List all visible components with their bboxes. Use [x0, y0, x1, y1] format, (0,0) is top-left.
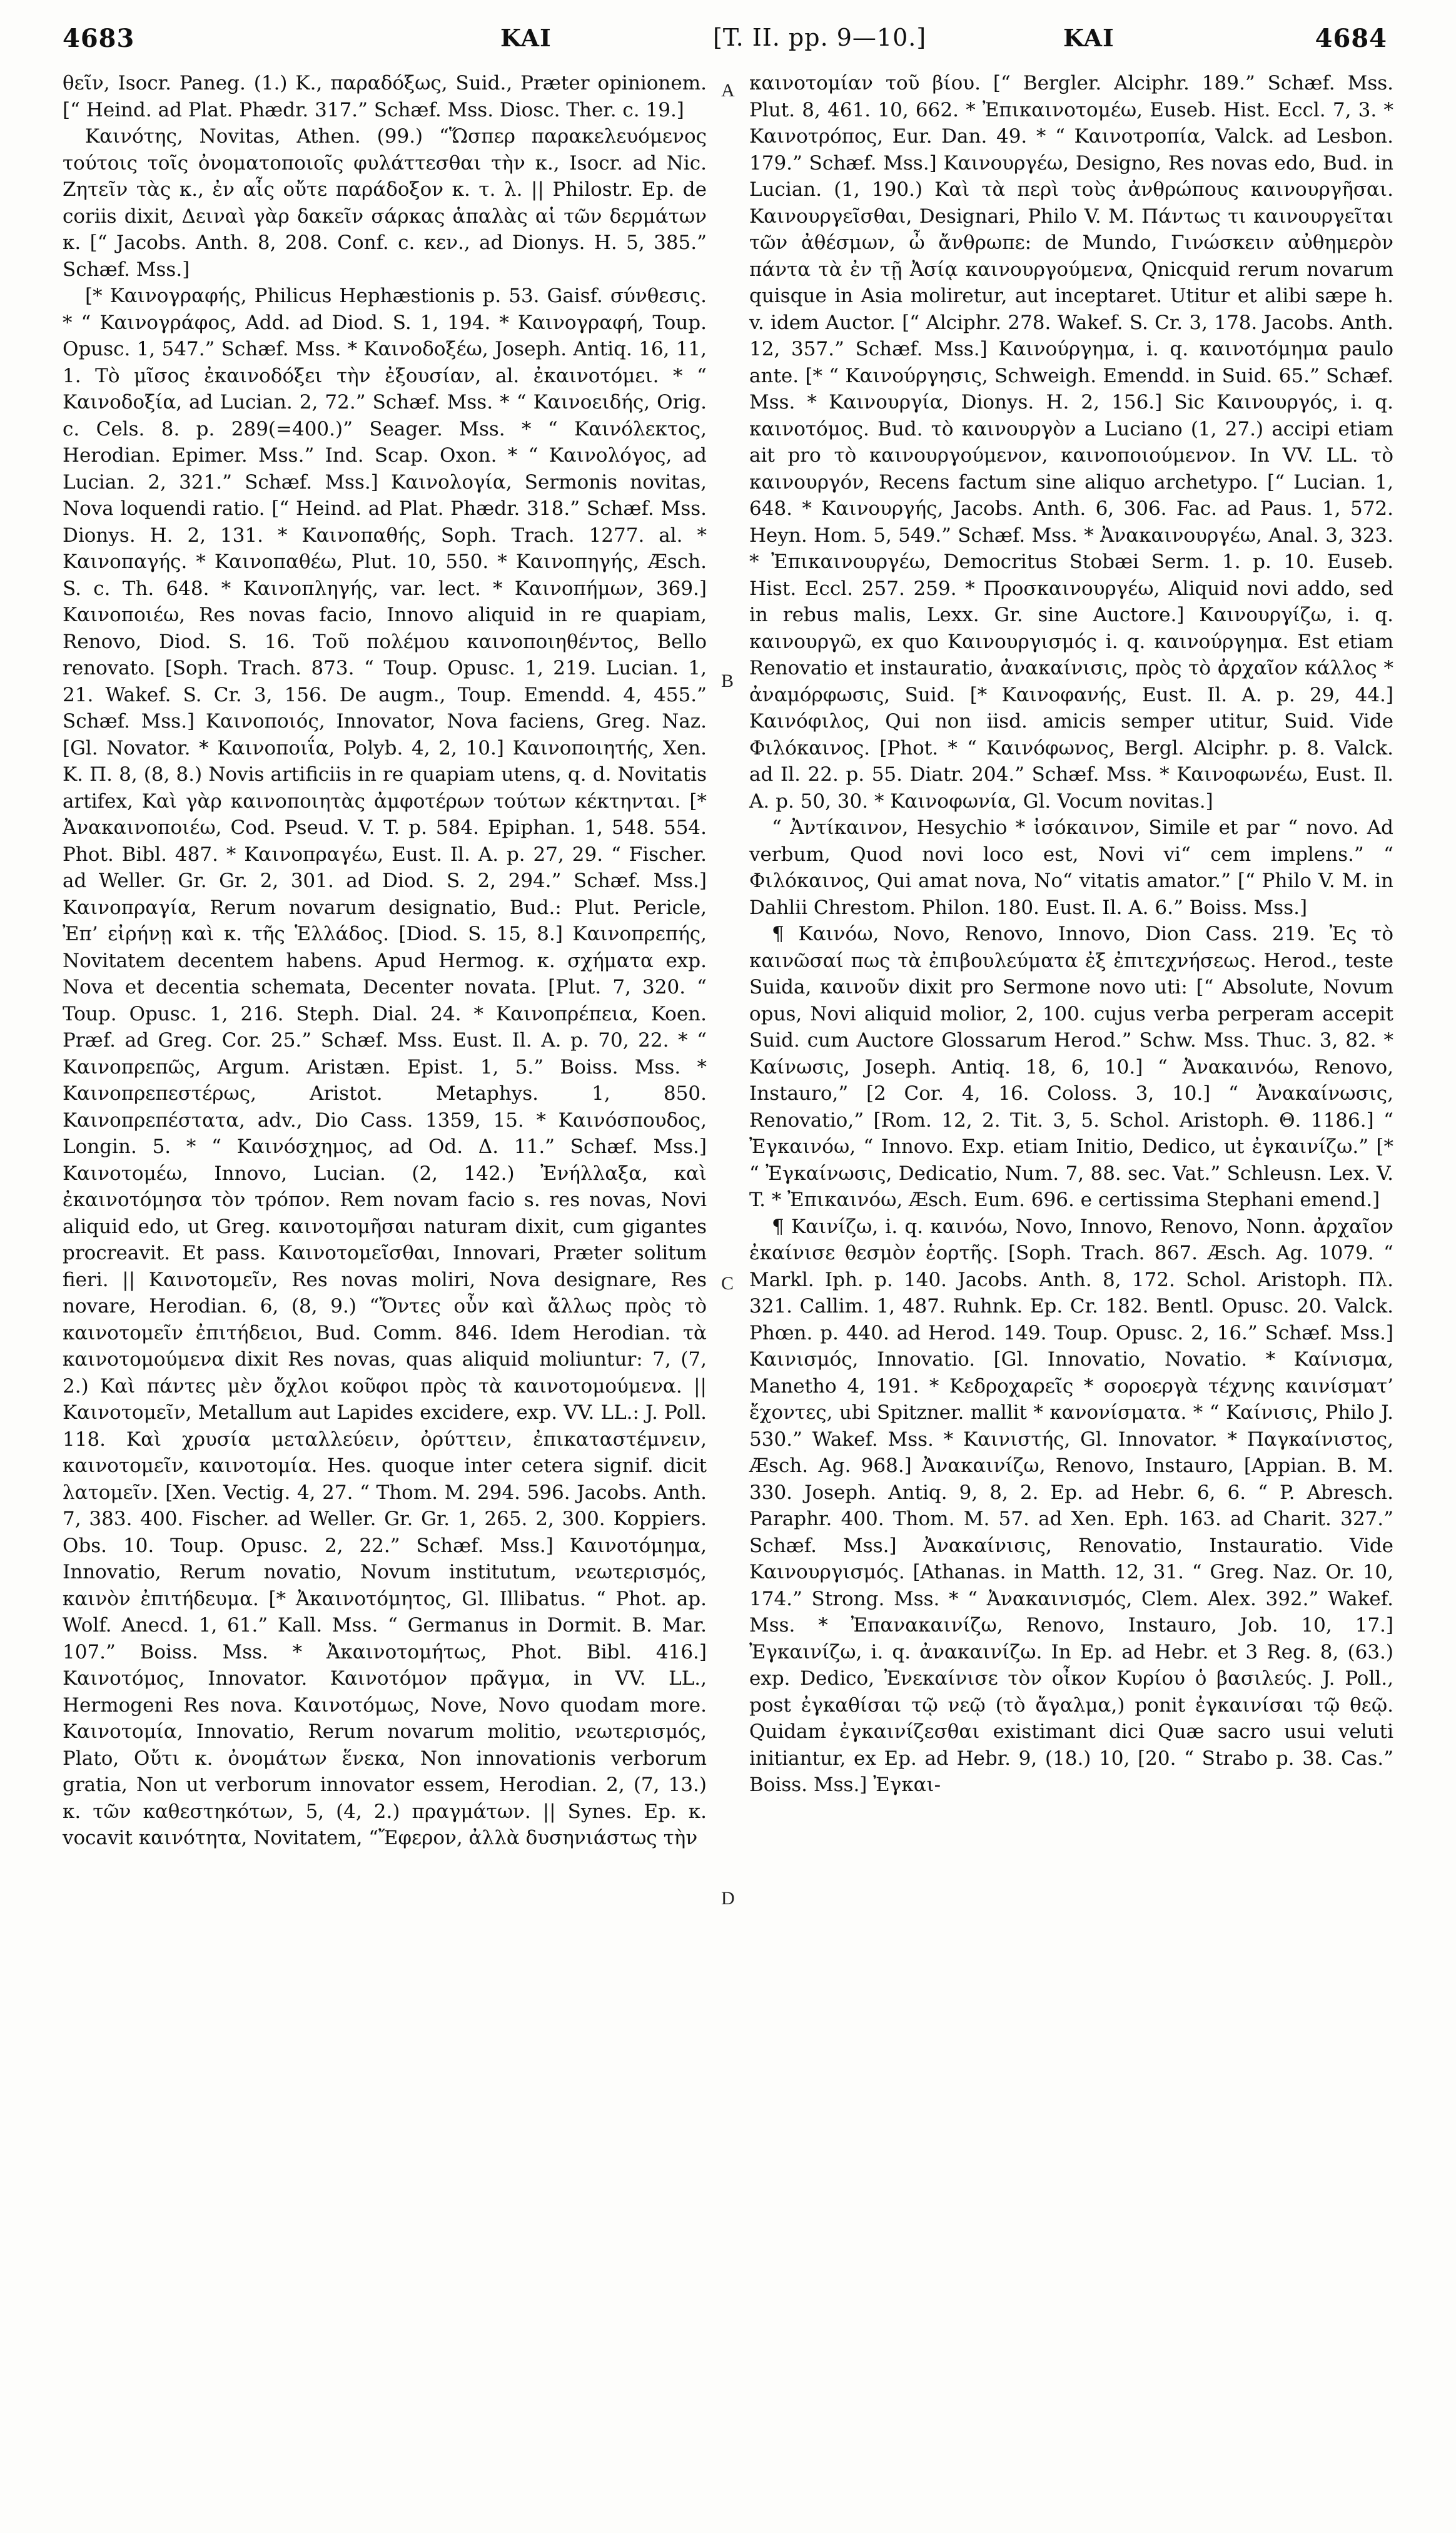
right-paragraph-1: καινοτομίαν τοῦ βίου. [“ Bergler. Alciphr. 189.” Schæf. Mss. Plut. 8, 461. 10, 662. * Ἐπικαινοτομέω, Euseb. Hist. Eccl. 7, 3. * Καινοτρόπος, Eur. Dan. 49. * “ Καινοτροπία, Valck. ad Lesbon. 179.” Schæf. Mss.] Καινουργέω, Designo, Res novas edo, Bud. in Lucian. (1, 190.) Καὶ τὰ περὶ τοὺς ἀνθρώπους καινουργῆσαι. Καινουργεῖσθαι, Designari, Philo V. M. Πάντως τι καινουργεῖται τῶν ἀθέσμων, ὦ ἄνθρωπε: de Mundo, Γινώσκειν αὐθημερὸν πάντα τὰ ἐν τῇ Ἀσίᾳ καινουργούμενα, Qnicquid rerum novarum quisque in Asia moliretur, aut inceptaret. Utitur et alibi sæpe h. v. idem Auctor. [“ Alciphr. 278. Wakef. S. Cr. 3, 178. Jacobs. Anth. 12, 357.” Schæf. Mss.] Καινούργημα, i. q. καινοτόμημα paulo ante. [* “ Καινούργησις, Schweigh. Emendd. in Suid. 65.” Schæf. Mss. * Καινουργία, Dionys. H. 2, 156.] Sic Καινουργός, i. q. καινοτόμος. Bud. τὸ καινουργὸν a Luciano (1, 27.) accipi etiam ait pro τὸ καινουργούμενον, καινοποιούμενον. In VV. LL. τὸ καινουργόν, Recens factum sine aliquo archetypo. [“ Lucian. 1, 648. * Καινουργής, Jacobs. Anth. 6, 306. Fac. ad Paus. 1, 572. Heyn. Hom. 5, 549.” Schæf. Mss. * Ἀνακαινουργέω, Anal. 3, 323. * Ἐπικαινουργέω, Democritus Stobæi Serm. 1. p. 10. Euseb. Hist. Eccl. 257. 259. * Προσκαινουργέω, Aliquid novi addo, sed in rebus malis, Lexx. Gr. sine Auctore.] Καινουργίζω, i. q. καινουργῶ, ex quo Καινουργισμός i. q. καινούργημα. Est etiam Renovatio et instauratio, ἀνακαίνισις, πρὸς τὸ ἀρχαῖον κάλλος * ἀναμόρφωσις, Suid. [* Καινοφανής, Eust. Il. A. p. 29, 44.] Καινόφιλος, Qui non iisd. amicis semper utitur, Suid. Vide Φιλόκαινος. [Phot. * “ Καινόφωνος, Bergl. Alciphr. p. 8. Valck. ad Il. 22. p. 55. Diatr. 204.” Schæf. Mss. * Καινοφωνέω, Eust. Il. A. p. 50, 30. * Καινοφωνία, Gl. Vocum novitas.] — [749, 72, 1393, 813]
left-paragraph-1: θεῖν, Isocr. Paneg. (1.) K., παραδόξως, Suid., Præter opinionem. [“ Heind. ad Plat. Phædr. 317.” Schæf. Mss. Diosc. Ther. c. 19.] — [63, 72, 707, 121]
running-headword-right: KAI — [1063, 24, 1115, 52]
left-paragraph-2: Καινότης, Novitas, Athen. (99.) “Ὥσπερ παρακελευόμενος τούτοις τοῖς ὀνοματοποιοῖς φυλάττεσθαι τὴν κ., Isocr. ad Nic. Ζητεῖν τὰς κ., ἐν αἷς οὔτε παράδοξον κ. τ. λ. || Philostr. Ep. de coriis dixit, Δειναὶ γὰρ δακεῖν σάρκας ἁπαλὰς αἱ τῶν δερμάτων κ. [“ Jacobs. Anth. 8, 208. Conf. c. κεν., ad Dionys. H. 5, 385.” Schæf. Mss.] — [63, 125, 707, 281]
right-paragraph-3: ¶ Καινόω, Novo, Renovo, Innovo, Dion Cass. 219. Ἐς τὸ καινῶσαί πως τὰ ἐπιβουλεύματα ἐξ ἐπιτεχνήσεως. Herod., teste Suida, καινοῦν dixit pro Sermone novo uti: [“ Absolute, Novum opus, Novi aliquid molior, 2, 100. cujus verba perperam accepit Suid. cum Auctore Glossarum Herod.” Schw. Mss. Thuc. 3, 82. * Καίνωσις, Joseph. Antiq. 18, 6, 10.] “ Ἀνακαινόω, Renovo, Instauro,” [2 Cor. 4, 16. Coloss. 3, 10.] “ Ἀνακαίνωσις, Renovatio,” [Rom. 12, 2. Tit. 3, 5. Schol. Aristoph. Θ. 1186.] “ Ἐγκαινόω, “ Innovo. Exp. etiam Initio, Dedico, ut ἐγκαινίζω.” [* “ Ἐγκαίνωσις, Dedicatio, Num. 7, 88. sec. Vat.” Schleusn. Lex. V. T. * Ἐπικαινόω, Æsch. Eum. 696. e certissima Stephani emend.] — [749, 923, 1393, 1211]
page-number-right: 4684 — [1315, 24, 1387, 53]
section-marker-b: B — [721, 671, 734, 691]
page-header — [63, 18, 1387, 55]
right-column — [749, 70, 1393, 1799]
right-paragraph-4: ¶ Καινίζω, i. q. καινόω, Novo, Innovo, Renovo, Nonn. ἀρχαῖον ἐκαίνισε θεσμὸν ἑορτῆς. [Soph. Trach. 867. Æsch. Ag. 1079. “ Markl. Iph. p. 140. Jacobs. Anth. 8, 172. Schol. Aristoph. Πλ. 321. Callim. 1, 487. Ruhnk. Ep. Cr. 182. Bentl. Opusc. 20. Valck. Phœn. p. 440. ad Herod. 149. Toup. Opusc. 2, 16.” Schæf. Mss.] Καινισμός, Innovatio. [Gl. Innovatio, Novatio. * Καίνισμα, Manetho 4, 191. * Κεδροχαρεῖς * σοροεργὰ τέχνης καινίσματ’ ἔχοντες, ubi Spitzner. mallit * κανονίσματα. * “ Καίνισις, Philo J. 530.” Wakef. Mss. * Καινιστής, Gl. Innovator. * Παγκαίνιστος, Æsch. Ag. 968.] Ἀνακαινίζω, Renovo, Instauro, [Appian. B. M. 330. Joseph. Antiq. 9, 8, 2. Ep. ad Hebr. 6, 6. “ P. Abresch. Paraphr. 400. Thom. M. 57. ad Xen. Eph. 163. ad Charit. 327.” Schæf. Mss.] Ἀνακαίνισις, Renovatio, Instauratio. Vide Καινουργισμός. [Athanas. in Matth. 12, 31. “ Greg. Naz. Or. 10, 174.” Strong. Mss. * “ Ἀνακαινισμός, Clem. Alex. 392.” Wakef. Mss. * Ἐπανακαινίζω, Renovo, Instauro, Job. 10, 17.] Ἐγκαινίζω, i. q. ἀνακαινίζω. In Ep. ad Hebr. et 3 Reg. 8, (63.) exp. Dedico, Ἐνεκαίνισε τὸν οἶκον Κυρίου ὁ βασιλεύς. J. Poll., post ἐγκαθίσαι τῷ νεῷ (τὸ ἄγαλμα,) ponit ἐγκαινίσαι τῷ θεῷ. Quidam ἐγκαινίζεσθαι existimant dici Quæ sacro usui veluti initiantur, ex Ep. ad Hebr. 9, (18.) 10, [20. “ Strabo p. 38. Cas.” Boiss. Mss.] Ἐγκαι- — [749, 1215, 1393, 1796]
left-column — [63, 70, 707, 1852]
running-headword-left: KAI — [500, 24, 552, 52]
right-paragraph-2: “ Ἀντίκαινον, Hesychio * ἰσόκαινον, Simile et par “ novo. Ad verbum, Quod novi loco est, Novi vi“ cem implens.” “ Φιλόκαινος, Qui amat nova, No“ vitatis amator.” [“ Philo V. M. in Dahlii Chrestom. Philon. 180. Eust. Il. A. 6.” Boiss. Mss.] — [749, 816, 1393, 919]
section-marker-a: A — [721, 80, 735, 101]
section-marker-d: D — [721, 1888, 735, 1909]
volume-reference: [T. II. pp. 9—10.] — [713, 24, 927, 51]
section-marker-c: C — [721, 1273, 734, 1294]
page-number-left: 4683 — [63, 24, 135, 53]
left-paragraph-3: [* Καινογραφής, Philicus Hephæstionis p. 53. Gaisf. σύνθεσις. * “ Καινογράφος, Add. ad Diod. S. 1, 194. * Καινογραφή, Toup. Opusc. 1, 547.” Schæf. Mss. * Καινοδοξέω, Joseph. Antiq. 16, 11, 1. Τὸ μῖσος ἐκαινοδόξει τὴν ἐξουσίαν, al. ἐκαινοτόμει. * “ Καινοδοξία, ad Lucian. 2, 72.” Schæf. Mss. * “ Καινοειδής, Orig. c. Cels. 8. p. 289(=400.)” Seager. Mss. * “ Καινόλεκτος, Herodian. Epimer. Mss.” Ind. Scap. Oxon. * “ Καινολόγος, ad Lucian. 2, 321.” Schæf. Mss.] Καινολογία, Sermonis novitas, Nova loquendi ratio. [“ Heind. ad Plat. Phædr. 318.” Schæf. Mss. Dionys. H. 2, 131. * Καινοπαθής, Soph. Trach. 1277. al. * Καινοπαγής. * Καινοπαθέω, Plut. 10, 550. * Καινοπηγής, Æsch. S. c. Th. 648. * Καινοπληγής, var. lect. * Καινοπήμων, 369.] Καινοποιέω, Res novas facio, Innovo aliquid in re quapiam, Renovo, Diod. S. 16. Τοῦ πολέμου καινοποιηθέντος, Bello renovato. [Soph. Trach. 873. “ Toup. Opusc. 1, 219. Lucian. 1, 21. Wakef. S. Cr. 3, 156. De augm., Toup. Emendd. 4, 455.” Schæf. Mss.] Καινοποιός, Innovator, Nova faciens, Greg. Naz. [Gl. Novator. * Καινοποιΐα, Polyb. 4, 2, 10.] Καινοποιητής, Xen. K. Π. 8, (8, 8.) Novis artificiis in re quapiam utens, q. d. Novitatis artifex, Καὶ γὰρ καινοποιητὰς ἀμφοτέρων τούτων κέκτηνται. [* Ἀνακαινοποιέω, Cod. Pseud. V. T. p. 584. Epiphan. 1, 548. 554. Phot. Bibl. 487. * Καινοπραγέω, Eust. Il. A. p. 27, 29. “ Fischer. ad Weller. Gr. Gr. 2, 301. ad Diod. S. 2, 294.” Schæf. Mss.] Καινοπραγία, Rerum novarum designatio, Bud.: Plut. Pericle, Ἐπ’ εἰρήνῃ καὶ κ. τῆς Ἑλλάδος. [Diod. S. 15, 8.] Καινοπρεπής, Novitatem decentem habens. Apud Hermog. κ. σχήματα exp. Nova et decentia schemata, Decenter novata. [Plut. 7, 320. “ Toup. Opusc. 1, 216. Steph. Dial. 24. * Καινοπρέπεια, Koen. Præf. ad Greg. Cor. 25.” Schæf. Mss. Eust. Il. A. p. 70, 22. * “ Καινοπρεπῶς, Argum. Aristæn. Epist. 1, 5.” Boiss. Mss. * Καινοπρεπεστέρως, Aristot. Metaphys. 1, 850. Καινοπρεπέστατα, adv., Dio Cass. 1359, 15. * Καινόσπουδος, Longin. 5. * “ Καινόσχημος, ad Od. Δ. 11.” Schæf. Mss.] Καινοτομέω, Innovo, Lucian. (2, 142.) Ἐνήλλαξα, καὶ ἐκαινοτόμησα τὸν τρόπον. Rem novam facio s. res novas, Novi aliquid edo, ut Greg. καινοτομῆσαι naturam dixit, cum gigantes procreavit. Et pass. Καινοτομεῖσθαι, Innovari, Præter solitum fieri. || Καινοτομεῖν, Res novas moliri, Nova designare, Res novare, Herodian. 6, (8, 9.) “Ὄντες οὖν καὶ ἄλλως πρὸς τὸ καινοτομεῖν ἐπιτήδειοι, Bud. Comm. 846. Idem Herodian. τὰ καινοτομούμενα dixit Res novas, quas aliquid moliuntur: 7, (7, 2.) Καὶ πάντες μὲν ὄχλοι κοῦφοι πρὸς τὰ καινοτομούμενα. || Καινοτομεῖν, Metallum aut Lapides excidere, exp. VV. LL.: J. Poll. 118. Καὶ χρυσία μεταλλεύειν, ὀρύττειν, ἐπικαταστέμνειν, καινοτομεῖν, καινοτομία. Hes. quoque inter cetera signif. dicit λατομεῖν. [Xen. Vectig. 4, 27. “ Thom. M. 294. 596. Jacobs. Anth. 7, 383. 400. Fischer. ad Weller. Gr. Gr. 1, 265. 2, 300. Koppiers. Obs. 10. Toup. Opusc. 2, 22.” Schæf. Mss.] Καινοτόμημα, Innovatio, Rerum novatio, Novum institutum, νεωτερισμός, καινὸν ἐπιτήδευμα. [* Ἀκαινοτόμητος, Gl. Illibatus. “ Phot. ap. Wolf. Anecd. 1, 61.” Kall. Mss. “ Germanus in Dormit. B. Mar. 107.” Boiss. Mss. * Ἀκαινοτομήτως, Phot. Bibl. 416.] Καινοτόμος, Innovator. Καινοτόμον πρᾶγμα, in VV. LL., Hermogeni Res nova. Καινοτόμως, Nove, Novo quodam more. Καινοτομία, Innovatio, Rerum novarum molitio, νεωτερισμός, Plato, Οὔτι κ. ὀνομάτων ἕνεκα, Non innovationis verborum gratia, Non ut verborum innovator essem, Herodian. 2, (7, 13.) κ. τῶν καθεστηκότων, 5, (4, 2.) πραγμάτων. || Synes. Ep. κ. vocavit καινότητα, Novitatem, “Ἔφερον, ἀλλὰ δυσηνιάστως τὴν — [63, 285, 707, 1849]
